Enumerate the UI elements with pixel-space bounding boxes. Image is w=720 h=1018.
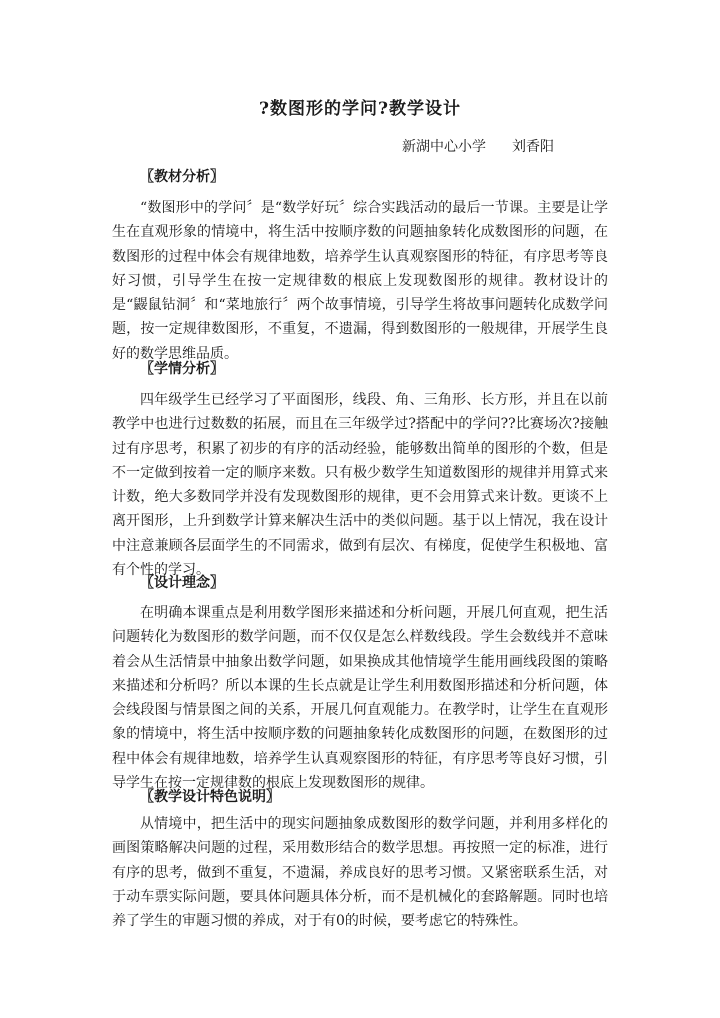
section-heading-textbook-analysis: 〖教材分析〗 [140, 169, 224, 185]
section-body-design-features: 从情境中，把生活中的现实问题抽象成数图形的数学问题，并利用多样化的画图策略解决问题的过程，采用数形结合的数学思想。再按照一定的标准，进行有序的思考，做到不重复，不遗漏，养成良好的思考习惯。又紧密联系生活，对于动车票实际问题，要具体问题具体分析，而不是机械化的套路解题。同时也培养了学生的审题习惯的养成，对于有0的时候，要考虑它的特殊性。 [112, 816, 608, 930]
byline [402, 136, 554, 156]
author-name: 刘香阳 [512, 139, 554, 155]
document-title: ?数图形的学问?教学设计 [259, 99, 461, 119]
section-heading-design-concept: 〖设计理念〗 [140, 575, 224, 591]
section-body-learner-analysis: 四年级学生已经学习了平面图形，线段、角、三角形、长方形，并且在以前教学中也进行过数数的拓展，而且在三年级学过?搭配中的学问??比赛场次?接触过有序思考，积累了初步的有序的活动经验，能够数出简单的图形的个数，但是不一定做到按着一定的顺序来数。只有极少数学生知道数图形的规律并用算式来计数，绝大多数同学并没有发现数图形的规律，更不会用算式来计数。更谈不上离开图形，上升到数学计算来解决生活中的类似问题。基于以上情况，我在设计中注意兼顾各层面学生的不同需求，做到有层次、有梯度，促使学生积极地、富有个性的学习。 [112, 392, 608, 579]
section-body-textbook-analysis: “数图形中的学问〞是“数学好玩〞综合实践活动的最后一节课。主要是让学生在直观形象的情境中，将生活中按顺序数的问题抽象转化成数图形的问题，在数图形的过程中体会有规律地数，培养学生认真观察图形的特征，有序思考等良好习惯，引导学生在按一定规律数的根底上发现数图形的规律。教材设计的是“鼹鼠钻洞〞和“菜地旅行〞两个故事情境，引导学生将故事问题转化成数学问题，按一定规律数图形，不重复，不遗漏，得到数图形的一般规律，开展学生良好的数学思维品质。 [112, 200, 608, 362]
section-heading-learner-analysis: 〖学情分析〗 [140, 361, 224, 377]
section-body-design-concept: 在明确本课重点是利用数学图形来描述和分析问题，开展几何直观，把生活问题转化为数图形的数学问题，而不仅仅是怎么样数线段。学生会数线并不意味着会从生活情景中抽象出数学问题，如果换成其他情境学生能用画线段图的策略来描述和分析吗？所以本课的生长点就是让学生利用数图形描述和分析问题，体会线段图与情景图之间的关系，开展几何直观能力。在教学时，让学生在直观形象的情境中，将生活中按顺序数的问题抽象转化成数图形的问题，在数图形的过程中体会有规律地数，培养学生认真观察图形的特征，有序思考等良好习惯，引导学生在按一定规律数的根底上发现数图形的规律。 [112, 605, 608, 792]
section-heading-design-features: 〖教学设计特色说明〗 [140, 789, 280, 805]
school-name: 新湖中心小学 [402, 139, 486, 155]
